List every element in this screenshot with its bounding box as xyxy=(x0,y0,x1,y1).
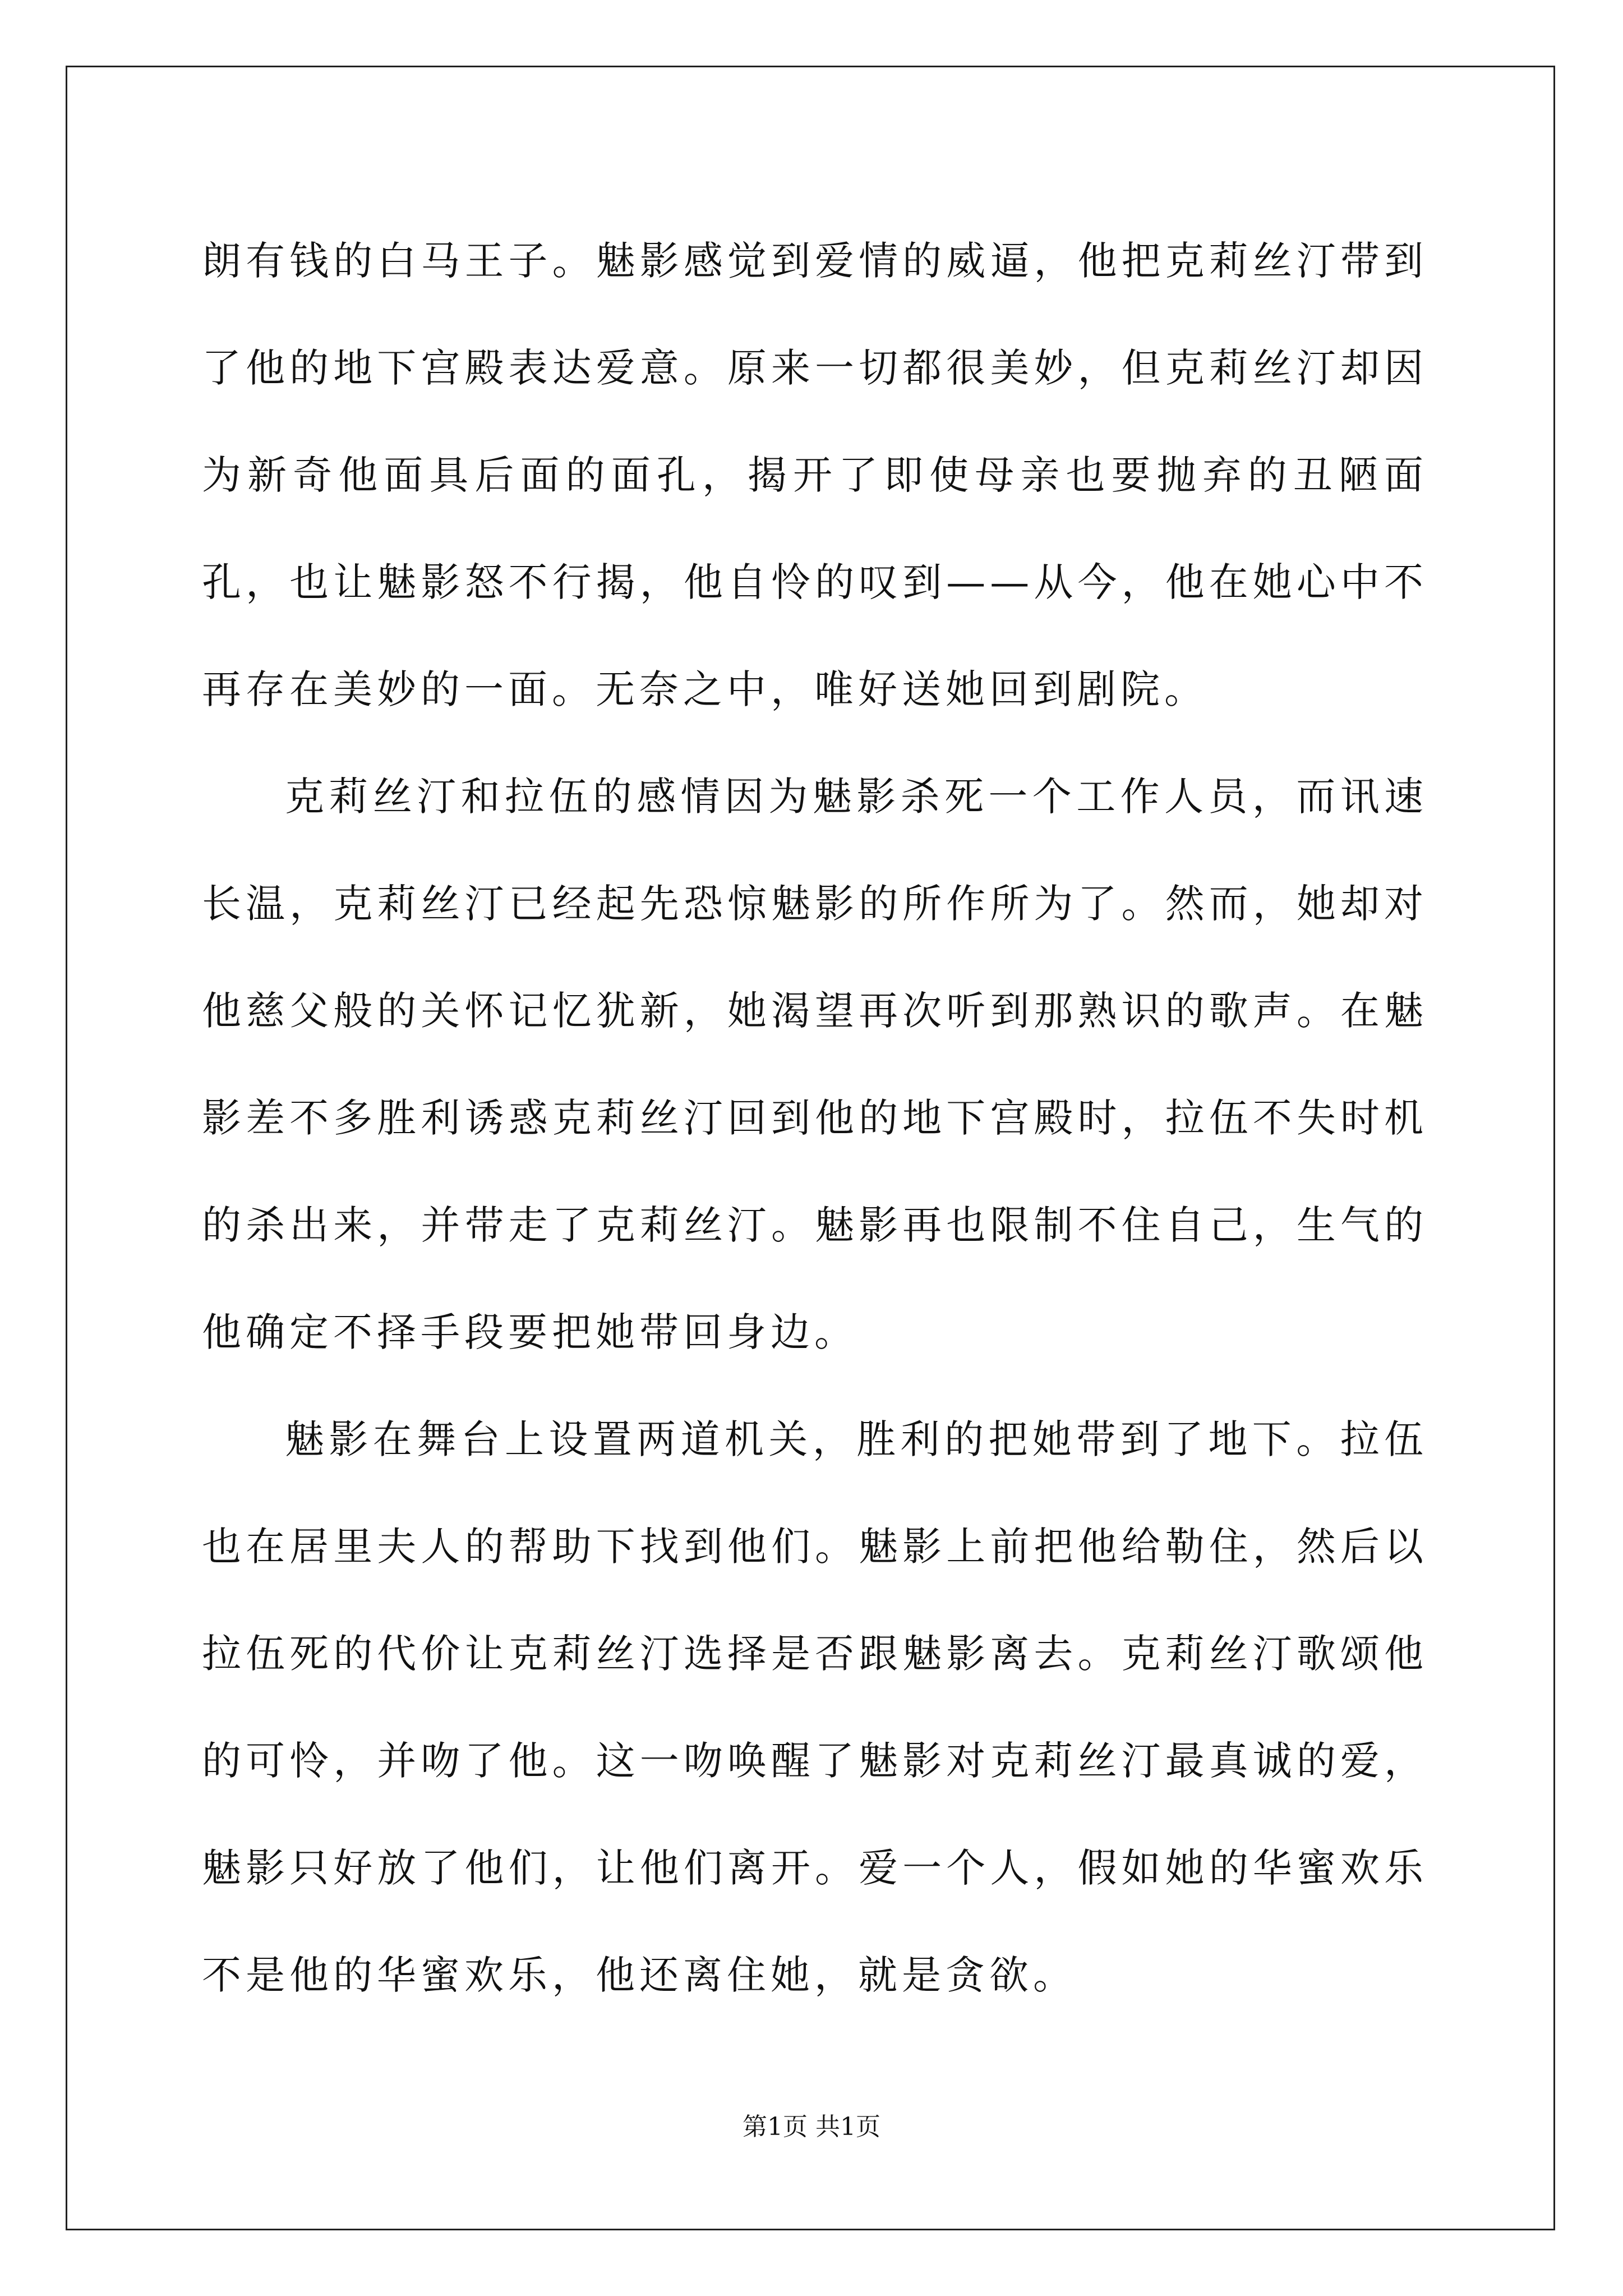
page-footer: 第1页 共1页 xyxy=(743,2113,880,2141)
paragraph-1: 朗有钱的白马王子。魅影感觉到爱情的威逼，他把克莉丝汀带到了他的地下宫殿表达爱意。原来一切都很美妙，但克莉丝汀却因为新奇他面具后面的面孔，揭开了即使母亲也要抛弃的丑陋面孔，也让魅影怒不行揭，他自怜的叹到——从今，他在她心中不再存在美妙的一面。无奈之中，唯好送她回到剧院。 xyxy=(202,238,1428,712)
document-body xyxy=(202,208,1428,2029)
paragraph-2: 克莉丝汀和拉伍的感情因为魅影杀死一个工作人员，而讯速长温，克莉丝汀已经起先恐惊魅影的所作所为了。然而，她却对他慈父般的关怀记忆犹新，她渴望再次听到那熟识的歌声。在魅影差不多胜利诱惑克莉丝汀回到他的地下宫殿时，拉伍不失时机的杀出来，并带走了克莉丝汀。魅影再也限制不住自己，生气的他确定不择手段要把她带回身边。 xyxy=(202,774,1428,1355)
paragraph-3: 魅影在舞台上设置两道机关，胜利的把她带到了地下。拉伍也在居里夫人的帮助下找到他们。魅影上前把他给勒住，然后以拉伍死的代价让克莉丝汀选择是否跟魅影离去。克莉丝汀歌颂他的可怜，并吻了他。这一吻唤醒了魅影对克莉丝汀最真诚的爱，魅影只好放了他们，让他们离开。爱一个人，假如她的华蜜欢乐不是他的华蜜欢乐，他还离住她，就是贪欲。 xyxy=(202,1416,1428,1998)
